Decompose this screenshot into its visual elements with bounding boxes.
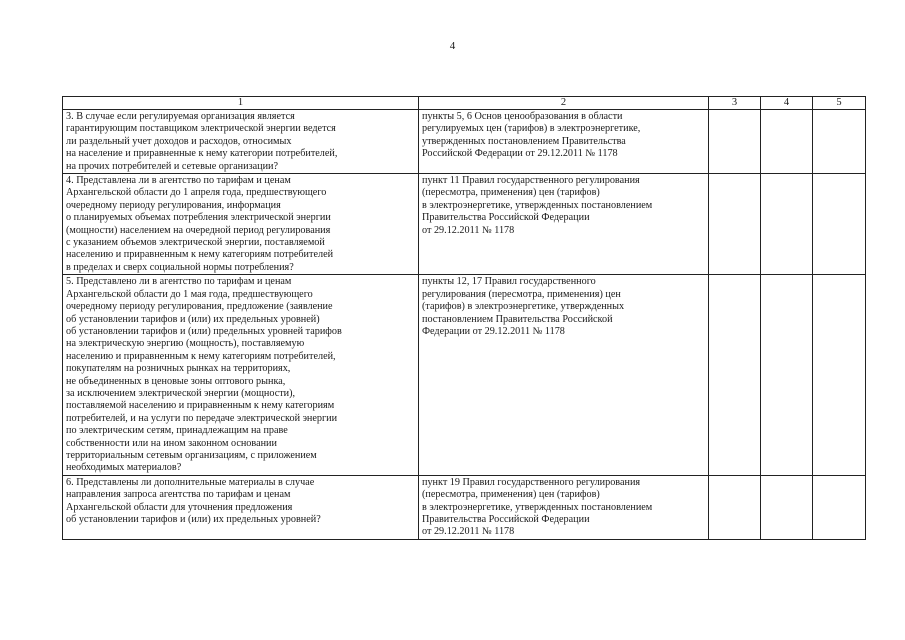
question-line: на население и приравненные к нему категории потребителей, xyxy=(66,148,338,160)
question-cell xyxy=(63,275,419,476)
table-row xyxy=(63,275,866,476)
question-line: о планируемых объемах потребления электрической энергии xyxy=(66,212,331,224)
answer-na-cell xyxy=(813,174,866,275)
question-line: территориальным сетевым организациям, с приложением xyxy=(66,449,317,461)
answer-no-cell xyxy=(761,110,813,174)
question-line: покупателям на розничных рынках на территориях, xyxy=(66,363,291,375)
reference-cell xyxy=(419,110,709,174)
answer-na-cell xyxy=(813,475,866,539)
reference-cell xyxy=(419,475,709,539)
answer-yes-cell xyxy=(709,110,761,174)
question-line: поставляемой населению и приравненным к нему категориям xyxy=(66,400,335,412)
question-line: об установлении тарифов и (или) их предельных уровней) xyxy=(66,313,320,325)
reference-line: регулирования (пересмотра, применения) цен xyxy=(422,288,621,300)
question-line: собственности или на ином законном основании xyxy=(66,437,277,449)
reference-cell xyxy=(419,275,709,476)
answer-no-cell xyxy=(761,275,813,476)
reference-line: от 29.12.2011 № 1178 xyxy=(422,224,515,236)
question-line: гарантирующим поставщиком электрической энергии ведется xyxy=(66,123,336,135)
page-number: 4 xyxy=(449,40,456,52)
answer-no-cell xyxy=(761,475,813,539)
answer-no-cell xyxy=(761,174,813,275)
question-line: ли раздельный учет доходов и расходов, относимых xyxy=(66,135,292,147)
question-line: необходимых материалов? xyxy=(66,462,182,474)
question-line: Архангельской области до 1 апреля года, предшествующего xyxy=(66,187,327,199)
question-line: за исключением электрической энергии (мощности), xyxy=(66,387,296,399)
question-line: очередному периоду регулирования, информация xyxy=(66,199,281,211)
question-line: Архангельской области для уточнения предложения xyxy=(66,501,293,513)
column-header-5: 5 xyxy=(813,97,866,110)
question-line: об установлении тарифов и (или) предельных уровней тарифов xyxy=(66,325,342,337)
question-line: очередному периоду регулирования, предложение (заявление xyxy=(66,301,333,313)
reference-line: пункты 12, 17 Правил государственного xyxy=(422,276,596,288)
question-line: Архангельской области до 1 мая года, предшествующего xyxy=(66,288,313,300)
question-line: 5. Представлено ли в агентство по тарифам и ценам xyxy=(66,276,292,288)
question-cell xyxy=(63,475,419,539)
question-line: на электрическую энергию (мощность), поставляемую xyxy=(66,338,305,350)
question-line: на прочих потребителей и сетевые организации? xyxy=(66,160,279,172)
column-header-4: 4 xyxy=(761,97,813,110)
reference-line: Правительства Российской Федерации xyxy=(422,514,590,525)
answer-yes-cell xyxy=(709,475,761,539)
question-cell xyxy=(63,174,419,275)
reference-line: от 29.12.2011 № 1178 xyxy=(422,526,515,538)
reference-line: Федерации от 29.12.2011 № 1178 xyxy=(422,325,565,337)
question-line: не объединенных в ценовые зоны оптового рынка, xyxy=(66,375,286,387)
reference-line: пункты 5, 6 Основ ценообразования в области xyxy=(422,111,623,122)
question-line: населению и приравненным к нему категориям потребителей xyxy=(66,249,334,261)
reference-line: в электроэнергетике, утвержденных постановлением xyxy=(422,501,653,513)
answer-na-cell xyxy=(813,110,866,174)
question-cell xyxy=(63,110,419,174)
answer-yes-cell xyxy=(709,174,761,275)
checklist-table xyxy=(62,96,866,540)
column-header-1: 1 xyxy=(63,97,419,110)
question-line: об установлении тарифов и (или) их предельных уровней? xyxy=(66,514,321,525)
table-row xyxy=(63,475,866,539)
reference-line: в электроэнергетике, утвержденных постановлением xyxy=(422,199,653,211)
reference-line: постановлением Правительства Российской xyxy=(422,313,613,325)
reference-line: Российской Федерации от 29.12.2011 № 1178 xyxy=(422,148,618,160)
column-header-2: 2 xyxy=(419,97,709,110)
reference-line: (пересмотра, применения) цен (тарифов) xyxy=(422,489,600,501)
question-line: направления запроса агентства по тарифам и ценам xyxy=(66,489,291,501)
column-header-3: 3 xyxy=(709,97,761,110)
reference-line: пункт 11 Правил государственного регулирования xyxy=(422,175,640,187)
question-line: населению и приравненным к нему категориям потребителей, xyxy=(66,350,336,362)
question-line: в пределах и сверх социальной нормы потребления? xyxy=(66,261,294,273)
table-row xyxy=(63,174,866,275)
question-line: (мощности) населением на очередной период регулирования xyxy=(66,224,331,236)
reference-line: (тарифов) в электроэнергетике, утвержденных xyxy=(422,301,625,313)
reference-line: пункт 19 Правил государственного регулирования xyxy=(422,476,641,488)
question-line: 4. Представлена ли в агентство по тарифам и ценам xyxy=(66,175,291,187)
question-line: с указанием объемов электрической энергии, поставляемой xyxy=(66,237,325,249)
reference-line: утвержденных постановлением Правительства xyxy=(422,135,626,147)
reference-line: регулируемых цен (тарифов) в электроэнергетике, xyxy=(422,123,641,135)
question-line: по электрическим сетям, принадлежащим на праве xyxy=(66,425,288,437)
answer-na-cell xyxy=(813,275,866,476)
answer-yes-cell xyxy=(709,275,761,476)
table-row xyxy=(63,110,866,174)
reference-line: Правительства Российской Федерации xyxy=(422,212,590,224)
question-line: потребителей, и на услуги по передаче электрической энергии xyxy=(66,412,338,424)
table-header-row xyxy=(63,97,866,110)
reference-cell xyxy=(419,174,709,275)
reference-line: (пересмотра, применения) цен (тарифов) xyxy=(422,187,600,199)
question-line: 6. Представлены ли дополнительные материалы в случае xyxy=(66,476,315,488)
question-line: 3. В случае если регулируемая организация является xyxy=(66,111,295,122)
